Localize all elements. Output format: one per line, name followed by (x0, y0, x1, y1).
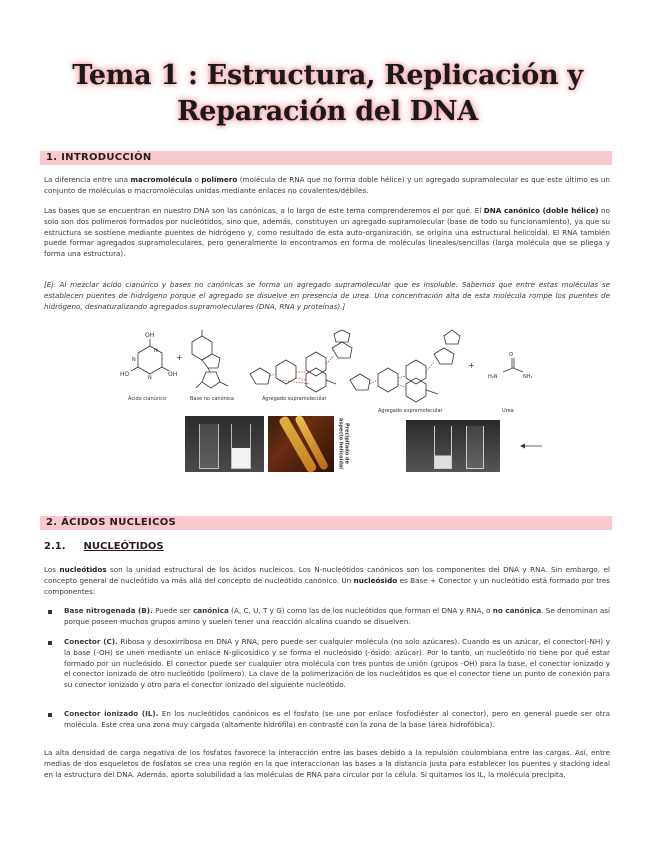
section-heading-nucleic: 2. ÁCIDOS NUCLEICOS (46, 517, 177, 528)
page-title: Tema 1 : Estructura, Replicación y Reparación del DNA (72, 60, 583, 127)
label-noncanonical-base: Base no canónica (190, 396, 234, 402)
supramolecular-figure (110, 328, 550, 480)
nucleotides-paragraph-2: La alta densidad de carga negativa de los fosfatos favorece la interacción entre las bases debido a la repulsión coulombiana entre las cargas. Así, entre medias de dos esqueletos de fosfatos se crea una región en la que interaccionan las bases a la distancia justa para establecer los puentes y stacking ideal en la estructura del DNA. Además, aporta solubilidad a las moléculas de RNA para circular por la célula. Si quitamos los IL, la molécula precipita. (44, 748, 610, 779)
aggregate-structure-1 (250, 330, 352, 392)
photo-vials-dissolved (406, 420, 500, 472)
label-vertical-box (336, 414, 350, 472)
n3-label: N (148, 375, 152, 381)
vial-dissolved-right (466, 426, 484, 469)
urea-h2n-label: H₂N (488, 374, 498, 380)
aggregate-structure-2 (350, 330, 460, 402)
section-heading-bar-intro (40, 151, 612, 165)
label-cyanuric-acid: Ácido cianúrico (128, 396, 167, 402)
intro-paragraph-1: La diferencia entre una macromolécula o polímero (molécula de RNA que no forma doble hélice) y un agregado supramolecular es que este último es un conjunto de moléculas o macromoléculas unidas mediante enlaces no covalentes/débiles. (44, 175, 610, 195)
vial-right-white (231, 424, 251, 469)
n2-label: N (132, 357, 136, 363)
urea-structure (488, 352, 533, 380)
intro-paragraph-2: Las bases que se encuentran en nuestro DNA son las canónicas, a lo largo de este tema comprenderemos el por qué. El DNA canónico (doble hélice) no solo son dos polímeros formados por nucleótidos, sino que, además, constituyen un agregado supramolecular (base de todo su funcionamiento), ya que su estructura se sostiene mediante puentes de hidrógeno y, como resultado de esta auto-organización, se origina una estructural helicoidal. El RNA también puede formar agregados supramoleculares, pero generalmente lo encontramos en forma de moléculas lineales/sencillas (larga molécula que se pliega y forma una estructura). (44, 206, 610, 259)
subsection-heading-nucleotides: 2.1. NUCLEÓTIDOS (44, 541, 164, 552)
label-aggregate-1: Agregado supramolecular (262, 396, 327, 402)
oh-right-label: OH (168, 371, 178, 378)
bullet-connector: Conector (C). Ribosa y desoxirribosa en DNA y RNA, pero puede ser cualquier molécula (no solo azúcares). Cuando es un azúcar, el conector(-NH) y la base (-OH) se unen mediante un enlace N-glicosídico y se forma el nucleósido (-ósido: azúcar). Por lo tanto, un nucleótido no tiene por qué estar formado por un nucleósido. El conector puede ser cualquier otra molécula con tres puntos de unión (grupos -OH) para la base, el conector ionizado y el conector ionizado de otro nucleótido (polímero). La clave de la polimerización de los nucleótidos es que el conector tiene un punto de conexión para su conector ionizado y otro para el conector ionizado del siguiente nucleótido. (64, 637, 610, 690)
label-aggregate-2: Agregado supramolecular (378, 408, 443, 414)
photo-vials-precipitate (185, 416, 264, 472)
urea-nh2-label: NH₂ (523, 374, 533, 380)
oh-top-label: OH (145, 332, 155, 339)
label-helical-precipitate: Precipitado de aspecto helicoidal (338, 417, 350, 469)
plus-sign-1: + (176, 353, 183, 362)
urea-o-label: O (509, 352, 513, 358)
n1-label: N (154, 348, 158, 354)
noncanonical-base-structure (192, 330, 228, 388)
section-heading-intro: 1. INTRODUCCIÓN (46, 152, 152, 163)
plus-sign-2: + (468, 361, 475, 370)
nucleotides-paragraph-1: Los nucleótidos son la unidad estructural de los ácidos nucleicos. Los N-nucleótidos canónicos son los componentes del DNA y RNA. Sin embargo, el concepto general de nucleótido va más allá del concepto de nucleótido canónico. Un nucleósido es Base + Conector y un nucleótido está formado por tres componentes: (44, 565, 610, 596)
bullet-ionized-connector: Conector ionizado (IL). En los nucleótidos canónicos es el fosfato (se une por enlace fosfodiéster al conector), pero en general puede ser otra molécula. Este crea una zona muy cargada (altamente hidrófila) en contraste con la zona de la base (área hidrofóbica). (64, 709, 610, 729)
photo-helical-fibers (268, 416, 334, 472)
vial-left (199, 424, 219, 469)
intro-example-paragraph: [Ej: Al mezclar ácido cianúrico y bases no canónicas se forma un agregado supramolecular que es insoluble. Sabemos que entre estas moléculas se establecen puentes de hidrógeno porque el agregado se disuelve en presencia de urea. Una concentración alta de esta molécula rompe los puentes de hidrógeno, desnaturalizando agregados supramoleculares (DNA, RNA y proteínas).] (44, 280, 610, 311)
cyanuric-acid-structure (120, 332, 177, 381)
vial-dissolved-left (434, 426, 452, 469)
label-urea: Urea (502, 408, 514, 414)
section-heading-bar-nucleic (40, 516, 612, 530)
oh-left-label: HO (120, 371, 130, 378)
bullet-base: Base nitrogenada (B). Puede ser canónica (A, C, U, T y G) como las de los nucleótidos que forman el DNA y RNA, o no canónica. Se denominan así porque poseen muchos grupos amino y suelen tener una reacción alcalina cuando se disuelven. (64, 606, 610, 626)
arrow-left-icon (520, 444, 525, 449)
